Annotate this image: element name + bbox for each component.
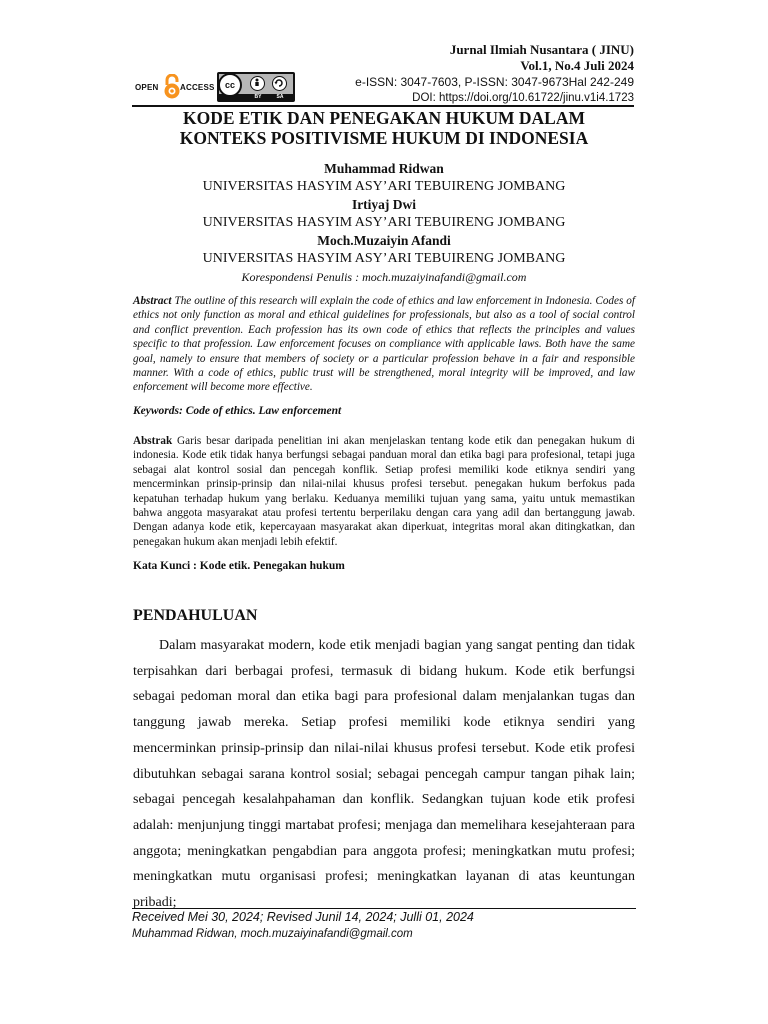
journal-volume: Vol.1, No.4 Juli 2024 [520,58,634,73]
author-affiliation: UNIVERSITAS HASYIM ASY’ARI TEBUIRENG JOMBANG [202,179,566,194]
header-divider [132,105,634,107]
author-name: Muhammad Ridwan [324,161,444,176]
cc-by-sa-license-badge [217,72,295,102]
abstract-english [133,294,635,395]
footer-divider [132,908,636,909]
paper-title-line-1: KODE ETIK DAN PENEGAKAN HUKUM DALAM [182,108,586,128]
open-access-access-text: ACCESS [180,83,215,92]
abstract-label: Abstract [133,295,172,307]
journal-issn: e-ISSN: 3047-7603, P-ISSN: 3047-9673Hal 242-249 [355,75,634,89]
author-affiliation: UNIVERSITAS HASYIM ASY’ARI TEBUIRENG JOMBANG [202,215,566,230]
keywords-indonesian: Kata Kunci : Kode etik. Penegakan hukum [133,560,345,572]
author-affiliation: UNIVERSITAS HASYIM ASY’ARI TEBUIRENG JOMBANG [202,251,566,266]
cc-icon: cc [218,73,242,97]
open-access-open-text: OPEN [135,83,159,92]
abstrak-label: Abstrak [133,435,173,447]
paper-title [120,108,648,148]
share-alike-icon [272,76,287,91]
open-access-logo [135,74,215,100]
author-block [120,160,648,286]
section-paragraph: Dalam masyarakat modern, kode etik menjadi bagian yang sangat penting dan tidak terpisahkan dari berbagai profesi, termasuk di bidang hukum. Kode etik berfungsi sebagai pedoman moral dan etika bagi para profesional dalam menjalankan tugas dan tanggung jawab mereka. Setiap profesi memiliki kode etiknya sendiri yang mencerminkan prinsip-prinsip dan nilai-nilai khusus profesi tersebut. Kode etik profesi dibutuhkan sebagai sarana kontrol sosial; sebagai pencegah campur tangan pihak lain; sebagai pencegah kesalahpahaman dan konflik. Sedangkan tujuan kode etik profesi adalah: menjunjung tinggi martabat profesi; menjaga dan memelihara kesejahteraan para anggota; meningkatkan pengabdian para anggota profesi; meningkatkan mutu profesi; meningkatkan mutu organisasi profesi; meningkatkan layanan di atas keuntungan pribadi; [133,638,635,911]
correspondence-email: Korespondensi Penulis : moch.muzaiyinafandi@gmail.com [241,270,527,284]
abstrak-text: Garis besar daripada penelitian ini akan menjelaskan tentang kode etik dan penegakan hukum di indonesia. Kode etik tidak hanya berfungsi sebagai panduan moral dan etika bagi para profesional, tetapi juga sebagai alat kontrol sosial dan pencegah konflik. Setiap profesi memiliki kode etiknya sendiri yang mencerminkan prinsip-prinsip dan nilai-nilai khusus profesi tersebut. penegakan hukum berfokus pada kepatuhan terhadap hukum yang berlaku. Keduanya memiliki tujuan yang sama, yaitu untuk memastikan bahwa anggota masyarakat atau profesi tertentu berperilaku dengan cara yang adil dan bertanggung jawab. Dengan adanya kode etik, kepercayaan masyarakat akan diperkuat, integritas moral akan ditingkatkan, dan penegakan hukum akan menjadi lebih efektif. [133,435,635,548]
journal-name: Jurnal Ilmiah Nusantara ( JINU) [449,42,634,57]
footer-author: Muhammad Ridwan, moch.muzaiyinafandi@gmail.com [132,928,413,940]
author-name: Irtiyaj Dwi [351,197,417,212]
author-name: Moch.Muzaiyin Afandi [317,233,451,248]
doi-link[interactable]: DOI: https://doi.org/10.61722/jinu.v1i4.1723 [412,92,634,104]
open-access-lock-icon [163,74,181,100]
paper-title-line-2: KONTEKS POSITIVISME HUKUM DI INDONESIA [179,128,589,148]
by-person-icon [250,76,265,91]
received-dates: Received Mei 30, 2024; Revised Junil 14, 2024; Julli 01, 2024 [132,910,474,924]
abstract-text: The outline of this research will explain the code of ethics and law enforcement in Indonesia. Codes of ethics not only function as moral and ethical guidelines for professionals, but also as a tool of social control and conflict prevention. Each profession has its own code of ethics that reflects the principles and values specific to that profession. Law enforcement focuses on compliance with applicable laws. Both have the same goal, namely to ensure that members of society or a particular profession behave in a fair and responsible manner. With a code of ethics, public trust will be strengthened, moral integrity will be improved, and law enforcement will become more effective. [133,295,635,394]
abstract-indonesian [133,434,635,549]
keywords-english: Keywords: Code of ethics. Law enforcement [133,405,342,417]
section-heading: PENDAHULUAN [133,607,258,624]
cc-by-label: BY [254,94,262,100]
cc-sa-label: SA [276,94,284,100]
